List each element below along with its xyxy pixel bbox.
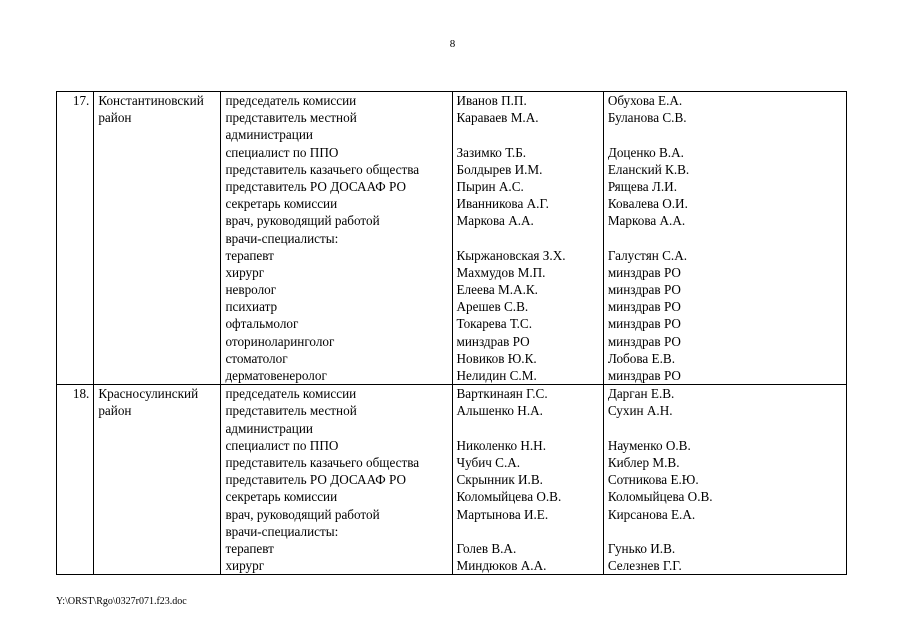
district-cell bbox=[94, 92, 221, 385]
reserve-member-name: минздрав РО bbox=[607, 264, 681, 280]
main-member-name: Варткинаян Г.С. bbox=[456, 386, 548, 402]
reserve-member-cell bbox=[603, 92, 846, 385]
main-member-name: Караваев М.А. bbox=[456, 110, 539, 126]
reserve-member-name: Науменко О.В. bbox=[607, 437, 691, 453]
main-member-name: минздрав РО bbox=[456, 333, 530, 349]
main-member-name bbox=[457, 420, 603, 437]
main-member-name: Голев В.А. bbox=[456, 540, 517, 556]
row-number: 17. bbox=[72, 93, 90, 108]
main-member-name: Токарева Т.С. bbox=[456, 316, 532, 332]
main-member-name: Маркова А.А. bbox=[456, 213, 534, 229]
district-name: Константиновский bbox=[98, 93, 204, 108]
district-row bbox=[57, 385, 847, 575]
reserve-member-name: Ковалева О.И. bbox=[607, 196, 688, 212]
reserve-member-cell bbox=[603, 385, 846, 575]
role-title: терапевт bbox=[225, 247, 274, 263]
main-member-name: Елеева М.А.К. bbox=[456, 282, 538, 298]
main-member-name: Махмудов М.П. bbox=[456, 264, 546, 280]
main-member-cell bbox=[452, 92, 603, 385]
role-title: врач, руководящий работой bbox=[225, 213, 380, 229]
role-title: врачи-специалисты: bbox=[225, 230, 339, 246]
role-title: представитель РО ДОСААФ РО bbox=[225, 178, 407, 194]
role-title: представитель РО ДОСААФ РО bbox=[225, 472, 407, 488]
reserve-member-name: Доценко В.А. bbox=[607, 144, 684, 160]
reserve-member-name: минздрав РО bbox=[607, 333, 681, 349]
district-name: Красносулинский bbox=[98, 386, 199, 402]
role-title: администрации bbox=[225, 127, 313, 143]
reserve-member-name: Селезнев Г.Г. bbox=[607, 558, 682, 574]
main-member-name: Пырин А.С. bbox=[456, 178, 524, 194]
reserve-member-name: минздрав РО bbox=[607, 316, 681, 332]
role-title: председатель комиссии bbox=[225, 93, 357, 108]
reserve-member-name: Кирсанова Е.А. bbox=[607, 506, 696, 522]
role-title: администрации bbox=[225, 420, 313, 436]
reserve-member-name: Лобова Е.В. bbox=[607, 350, 675, 366]
reserve-member-name: Сотникова Е.Ю. bbox=[607, 472, 699, 488]
reserve-member-name: Коломыйцева О.В. bbox=[607, 489, 713, 505]
main-member-name bbox=[457, 523, 603, 540]
role-title: секретарь комиссии bbox=[225, 489, 338, 505]
reserve-member-name: Еланский К.В. bbox=[607, 161, 690, 177]
role-title: дерматовенеролог bbox=[225, 368, 327, 383]
row-number-cell bbox=[57, 385, 94, 575]
district-name: район bbox=[98, 403, 132, 419]
reserve-member-name: Гунько И.В. bbox=[607, 540, 676, 556]
main-member-name: Чубич С.А. bbox=[456, 454, 521, 470]
reserve-member-name bbox=[608, 523, 846, 540]
main-member-name: Мартынова И.Е. bbox=[456, 506, 549, 522]
main-member-name: Арешев С.В. bbox=[456, 299, 529, 315]
role-title: терапевт bbox=[225, 540, 274, 556]
role-title: секретарь комиссии bbox=[225, 196, 338, 212]
main-member-name: Николенко Н.Н. bbox=[456, 437, 546, 453]
district-cell bbox=[94, 385, 221, 575]
role-title: председатель комиссии bbox=[225, 386, 357, 402]
role-title: представитель местной bbox=[225, 403, 357, 419]
main-member-cell bbox=[452, 385, 603, 575]
role-title: специалист по ППО bbox=[225, 144, 339, 160]
main-member-name: Новиков Ю.К. bbox=[456, 350, 537, 366]
commission-table bbox=[56, 91, 847, 575]
role-title: представитель местной bbox=[225, 110, 357, 126]
main-member-name: Иванникова А.Г. bbox=[456, 196, 549, 212]
main-member-name: Нелидин С.М. bbox=[456, 368, 537, 383]
role-title: стоматолог bbox=[225, 350, 288, 366]
reserve-member-name: Сухин А.Н. bbox=[607, 403, 673, 419]
reserve-member-name: минздрав РО bbox=[607, 282, 681, 298]
reserve-member-name: Рящева Л.И. bbox=[607, 178, 677, 194]
main-member-name: Кыржановская З.Х. bbox=[456, 247, 566, 263]
role-title: специалист по ППО bbox=[225, 437, 339, 453]
role-title: психиатр bbox=[225, 299, 278, 315]
role-title: представитель казачьего общества bbox=[225, 454, 420, 470]
role-title: оториноларинголог bbox=[225, 333, 335, 349]
reserve-member-name: Галустян С.А. bbox=[607, 247, 688, 263]
reserve-member-name bbox=[608, 230, 846, 247]
reserve-member-name: Буланова С.В. bbox=[607, 110, 687, 126]
role-title: офтальмолог bbox=[225, 316, 299, 332]
reserve-member-name: минздрав РО bbox=[607, 368, 681, 383]
reserve-member-name: Маркова А.А. bbox=[607, 213, 686, 229]
reserve-member-name bbox=[608, 126, 846, 143]
reserve-member-name bbox=[608, 420, 846, 437]
main-member-name: Иванов П.П. bbox=[456, 93, 527, 108]
role-title: врач, руководящий работой bbox=[225, 506, 380, 522]
main-member-name: Болдырев И.М. bbox=[456, 161, 543, 177]
role-title: представитель казачьего общества bbox=[225, 161, 420, 177]
main-member-name bbox=[457, 126, 603, 143]
reserve-member-name: Обухова Е.А. bbox=[607, 93, 683, 108]
district-name: район bbox=[98, 110, 132, 126]
role-title: хирург bbox=[225, 558, 265, 574]
main-member-name: Альшенко Н.А. bbox=[456, 403, 543, 419]
reserve-member-name: Киблер М.В. bbox=[607, 454, 680, 470]
row-number: 18. bbox=[72, 386, 90, 402]
main-member-name bbox=[457, 230, 603, 247]
main-member-name: Скрынник И.В. bbox=[456, 472, 543, 488]
main-member-name: Миндюков А.А. bbox=[456, 558, 547, 574]
page-number: 8 bbox=[449, 38, 456, 50]
role-title: хирург bbox=[225, 264, 265, 280]
role-cell bbox=[221, 385, 452, 575]
file-path-footer: Y:\ORST\Rgo\0327r071.f23.doc bbox=[56, 596, 187, 607]
role-cell bbox=[221, 92, 452, 385]
reserve-member-name: Дарган Е.В. bbox=[607, 386, 675, 402]
role-title: врачи-специалисты: bbox=[225, 523, 339, 539]
reserve-member-name: минздрав РО bbox=[607, 299, 681, 315]
main-member-name: Коломыйцева О.В. bbox=[456, 489, 562, 505]
role-title: невролог bbox=[225, 282, 277, 298]
district-row bbox=[57, 92, 847, 385]
row-number-cell bbox=[57, 92, 94, 385]
main-member-name: Зазимко Т.Б. bbox=[456, 144, 527, 160]
